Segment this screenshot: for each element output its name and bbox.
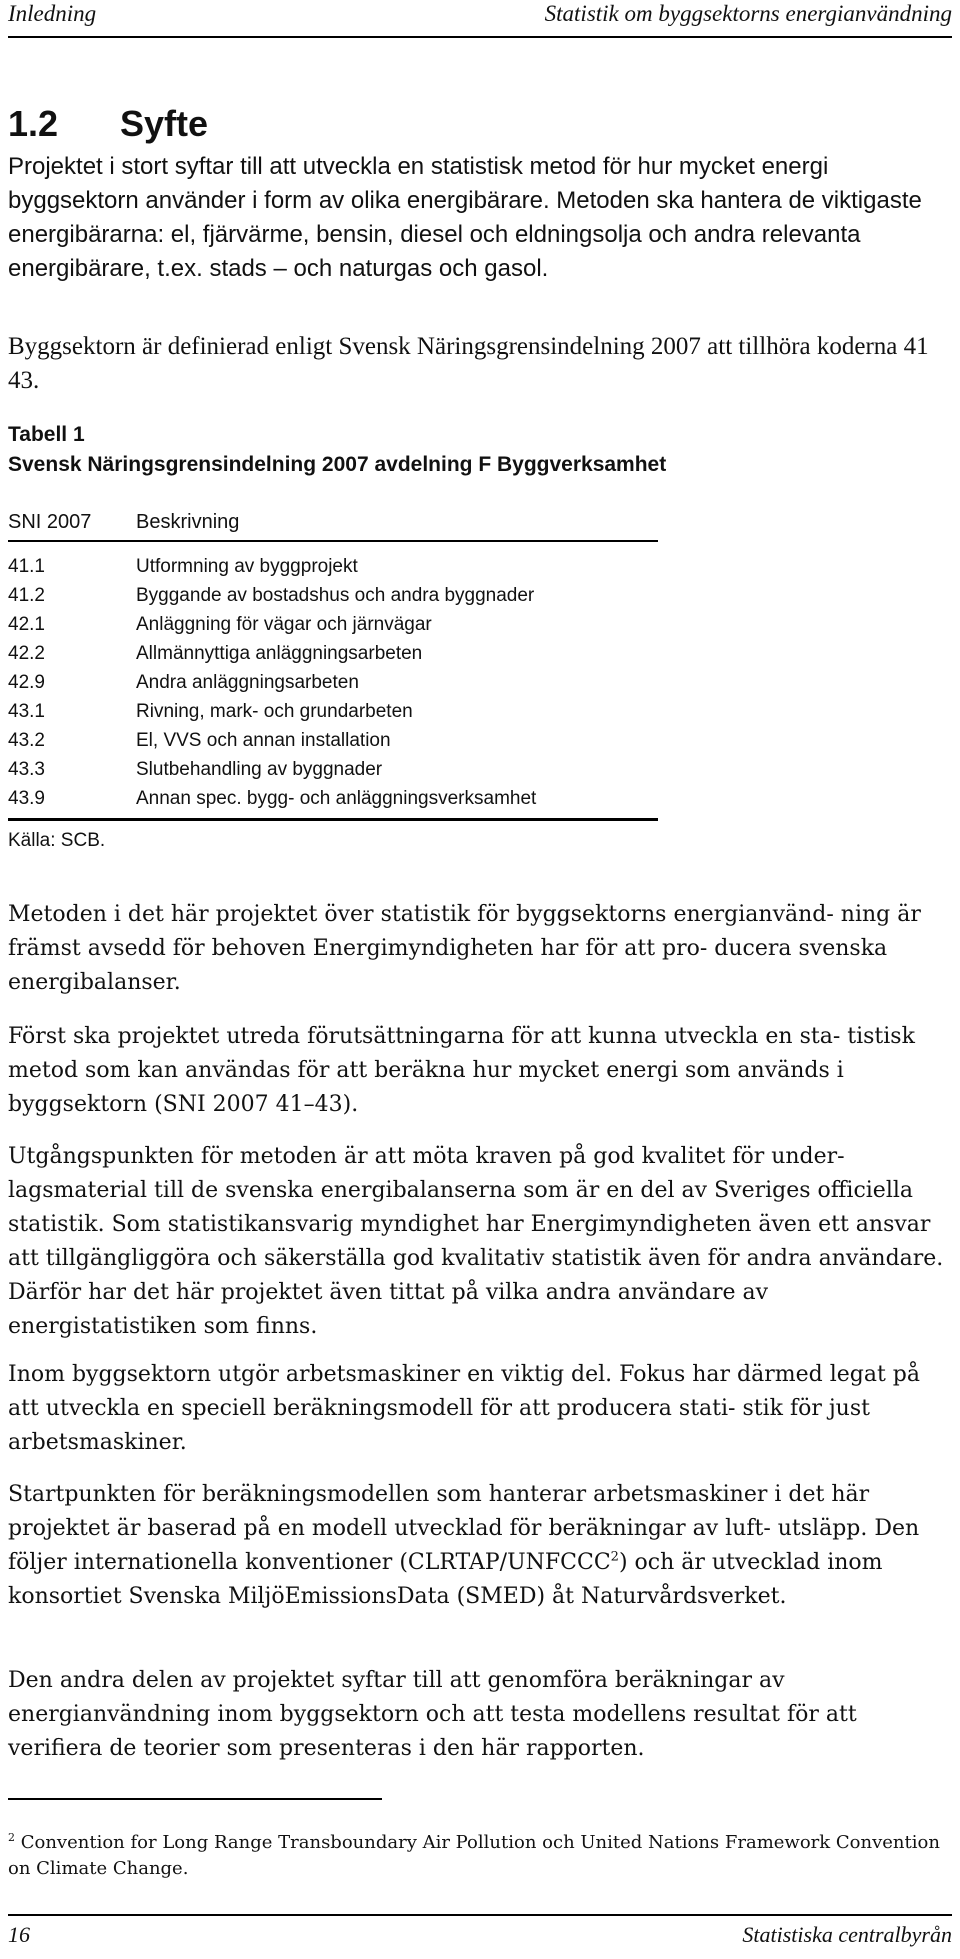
footnote-rule bbox=[8, 1798, 382, 1800]
table-cell-code: 42.1 bbox=[8, 614, 45, 635]
table-cell-code: 43.2 bbox=[8, 730, 45, 751]
header-report-title: Statistik om byggsektorns energianvändning bbox=[544, 1, 952, 26]
table-cell-description: Slutbehandling av byggnader bbox=[136, 759, 383, 780]
publisher: Statistiska centralbyrån bbox=[742, 1922, 952, 1947]
body-paragraph: Först ska projektet utreda förutsättningarna för att kunna utveckla en sta- tistisk metod som kan användas för att beräkna hur mycket energi som används i byggsektorn (SNI 2007 41–43). bbox=[8, 1024, 915, 1117]
body-paragraph: Utgångspunkten för metoden är att möta kraven på god kvalitet för under- lagsmaterial till de svenska energibalanserna som är en del av Sveriges officiella statistik. Som statistikansvarig myndighet har Energimyndigheten även ett ansvar att tillgängliggöra och säkerställa god kvalitativ statistik även för andra användare. Därför har det här projektet även tittat på vilka andra användare av energistatistiken som finns. bbox=[8, 1144, 944, 1339]
header-rule bbox=[8, 36, 952, 38]
table-row bbox=[8, 784, 658, 813]
table-row bbox=[8, 697, 658, 726]
table-header-row bbox=[8, 508, 658, 536]
table-row bbox=[8, 581, 658, 610]
section-heading bbox=[8, 104, 208, 144]
body-paragraph: Metoden i det här projektet över statistik för byggsektorns energianvänd- ning är främst avsedd för behoven Energimyndigheten har för att pro- ducera svenska energibalanser. bbox=[8, 902, 921, 995]
table-column-header: Beskrivning bbox=[136, 511, 240, 533]
smed-text-after: ) och är utvecklad inom konsortiet Svenska MiljöEmissionsData (SMED) åt Naturvårdsverket. bbox=[8, 1550, 883, 1609]
table-row bbox=[8, 668, 658, 697]
table-caption bbox=[8, 420, 666, 480]
smed-text-before: Startpunkten för beräkningsmodellen som hanterar arbetsmaskiner i det här projektet är baserad på en modell utvecklad för beräkningar av luft- utsläpp. Den följer internationella konventioner (CLRTAP/UNFCCC bbox=[8, 1482, 920, 1575]
table-cell-code: 42.2 bbox=[8, 643, 45, 664]
table-cell-description: El, VVS och annan installation bbox=[136, 730, 391, 751]
footnote bbox=[8, 1830, 948, 1882]
footnote-text: Convention for Long Range Transboundary Air Pollution och United Nations Framework Convention on Climate Change. bbox=[8, 1832, 940, 1879]
table-cell-description: Andra anläggningsarbeten bbox=[136, 672, 359, 693]
table-cell-code: 43.9 bbox=[8, 788, 45, 809]
table-header-rule bbox=[8, 540, 658, 542]
table-row bbox=[8, 552, 658, 581]
table-source: Källa: SCB. bbox=[8, 830, 106, 851]
table-row bbox=[8, 639, 658, 668]
table-cell-description: Utformning av byggprojekt bbox=[136, 556, 358, 577]
intro-paragraph: Byggsektorn är definierad enligt Svensk Näringsgrensindelning 2007 att tillhöra koderna 41 43. bbox=[8, 333, 929, 394]
page-header bbox=[0, 0, 960, 40]
table-cell-description: Byggande av bostadshus och andra byggnader bbox=[136, 585, 535, 606]
table-label: Tabell 1 bbox=[8, 423, 85, 446]
table-bottom-rule bbox=[8, 818, 658, 821]
footnote-reference[interactable]: 2 bbox=[610, 1549, 619, 1565]
table-cell-description: Annan spec. bygg- och anläggningsverksamhet bbox=[136, 788, 537, 809]
table-cell-description: Allmännyttiga anläggningsarbeten bbox=[136, 643, 423, 664]
table-row bbox=[8, 755, 658, 784]
body-paragraph: Inom byggsektorn utgör arbetsmaskiner en viktig del. Fokus har därmed legat på att utveckla en speciell beräkningsmodell för att producera stati- stik för just arbetsmaskiner. bbox=[8, 1362, 920, 1455]
table-cell-code: 41.1 bbox=[8, 556, 45, 577]
footnote-number: 2 bbox=[8, 1831, 15, 1844]
table-cell-code: 43.1 bbox=[8, 701, 45, 722]
table-cell-code: 43.3 bbox=[8, 759, 45, 780]
header-chapter: Inledning bbox=[8, 1, 97, 26]
table-cell-description: Anläggning för vägar och järnvägar bbox=[136, 614, 432, 635]
section-number: 1.2 bbox=[8, 103, 59, 144]
body-paragraph-smed bbox=[8, 1478, 944, 1614]
body-paragraph: Den andra delen av projektet syftar till att genomföra beräkningar av energianvändning inom byggsektorn och att testa modellens resultat för att verifiera de teorier som presenteras i den här rapporten. bbox=[8, 1668, 857, 1761]
table-row bbox=[8, 610, 658, 639]
footer-rule bbox=[8, 1914, 952, 1916]
table-column-header: SNI 2007 bbox=[8, 511, 92, 533]
page-number: 16 bbox=[8, 1922, 30, 1947]
table-row bbox=[8, 726, 658, 755]
table-cell-description: Rivning, mark- och grundarbeten bbox=[136, 701, 413, 722]
table-title: Svensk Näringsgrensindelning 2007 avdelning F Byggverksamhet bbox=[8, 453, 667, 476]
intro-paragraph: Projektet i stort syftar till att utveckla en statistisk metod för hur mycket energi byggsektorn använder i form av olika energibärare. Metoden ska hantera de viktigaste energibärarna: el, fjärvärme, bensin, diesel och eldningsolja och andra relevanta energibärare, t.ex. stads – och naturgas och gasol. bbox=[8, 153, 922, 282]
table-cell-code: 42.9 bbox=[8, 672, 45, 693]
page-footer bbox=[0, 1921, 960, 1957]
section-title: Syfte bbox=[120, 103, 209, 144]
table-cell-code: 41.2 bbox=[8, 585, 45, 606]
